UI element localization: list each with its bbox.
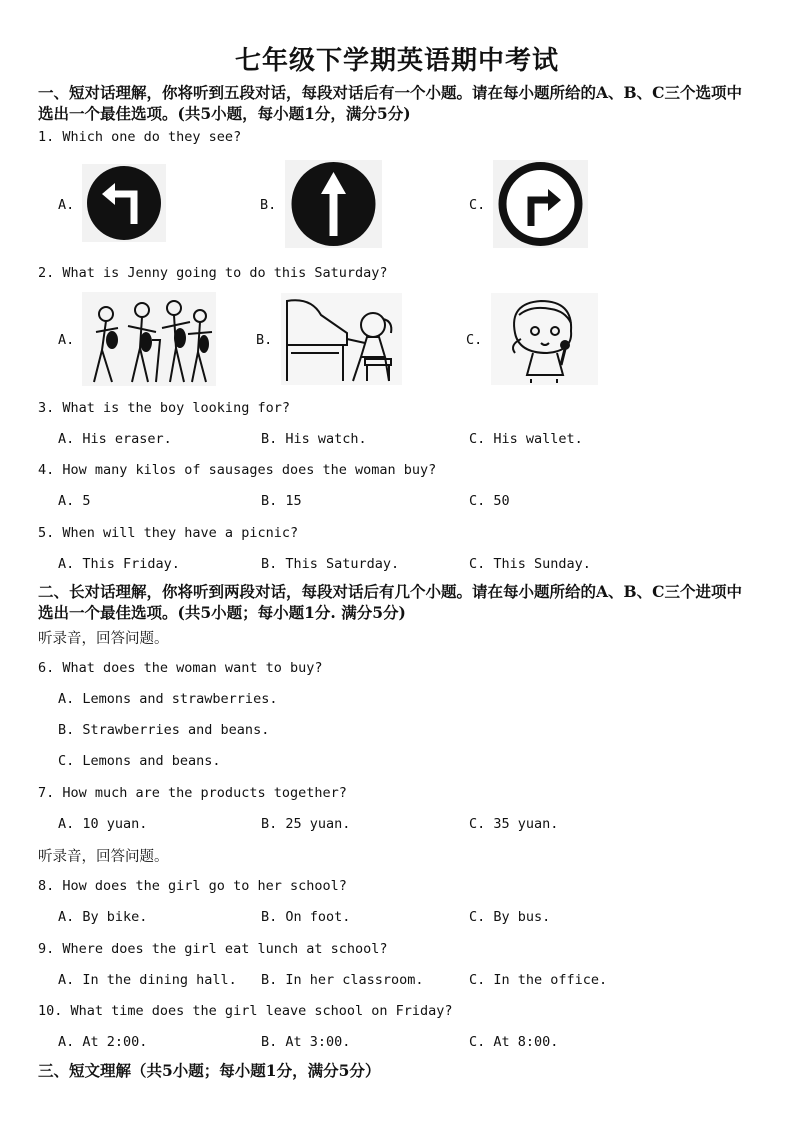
q5-option-c[interactable]: C. This Sunday.	[469, 556, 591, 572]
q1-option-a-label[interactable]: A.	[58, 197, 75, 213]
q9-option-a[interactable]: A. In the dining hall.	[58, 972, 237, 988]
q3-option-b[interactable]: B. His watch.	[261, 431, 367, 447]
question-6: 6. What does the woman want to buy?	[38, 660, 323, 676]
question-5: 5. When will they have a picnic?	[38, 525, 299, 541]
section-2-heading-line-1: 二、长对话理解，你将听到两段对话，每段对话后有几个小题。请在每小题所给的A、B、C三个进项中	[38, 582, 742, 601]
q4-option-c[interactable]: C. 50	[469, 493, 510, 509]
q10-option-a[interactable]: A. At 2:00.	[58, 1034, 148, 1050]
q1-option-b-label[interactable]: B.	[260, 197, 277, 213]
q8-option-c[interactable]: C. By bus.	[469, 909, 551, 925]
q10-option-c[interactable]: C. At 8:00.	[469, 1034, 559, 1050]
section-2-heading-line-2: 选出一个最佳选项。(共5小题；每小题1分. 满分5分)	[38, 603, 406, 622]
section-1-heading-line-1: 一、短对话理解，你将听到五段对话，每段对话后有一个小题。请在每小题所给的A、B、C三个选项中	[38, 83, 742, 102]
q4-option-b[interactable]: B. 15	[261, 493, 302, 509]
q8-option-b[interactable]: B. On foot.	[261, 909, 351, 925]
question-9: 9. Where does the girl eat lunch at school?	[38, 941, 388, 957]
q2-option-a-label[interactable]: A.	[58, 332, 75, 348]
turn-right-sign-icon[interactable]	[493, 160, 588, 248]
q3-option-c[interactable]: C. His wallet.	[469, 431, 583, 447]
q5-option-a[interactable]: A. This Friday.	[58, 556, 180, 572]
question-2: 2. What is Jenny going to do this Saturday?	[38, 265, 388, 281]
q6-option-a[interactable]: A. Lemons and strawberries.	[58, 691, 278, 707]
listen-instruction-1: 听录音，回答问题。	[38, 631, 169, 647]
q2-option-b-label[interactable]: B.	[256, 332, 273, 348]
question-3: 3. What is the boy looking for?	[38, 400, 290, 416]
go-straight-sign-icon[interactable]	[285, 160, 382, 248]
q4-option-a[interactable]: A. 5	[58, 493, 91, 509]
section-1-heading-line-2: 选出一个最佳选项。(共5小题，每小题1分，满分5分)	[38, 104, 411, 123]
musicians-playing-violin-icon[interactable]	[82, 292, 216, 386]
listen-instruction-2: 听录音，回答问题。	[38, 849, 169, 865]
q6-option-b[interactable]: B. Strawberries and beans.	[58, 722, 270, 738]
q5-option-b[interactable]: B. This Saturday.	[261, 556, 400, 572]
question-4: 4. How many kilos of sausages does the woman buy?	[38, 462, 437, 478]
page-title: 七年级下学期英语期中考试	[234, 46, 559, 76]
q7-option-a[interactable]: A. 10 yuan.	[58, 816, 148, 832]
turn-left-sign-icon[interactable]	[82, 164, 166, 242]
question-1: 1. Which one do they see?	[38, 129, 242, 145]
q7-option-c[interactable]: C. 35 yuan.	[469, 816, 559, 832]
question-8: 8. How does the girl go to her school?	[38, 878, 347, 894]
q3-option-a[interactable]: A. His eraser.	[58, 431, 172, 447]
girl-playing-piano-icon[interactable]	[281, 293, 402, 385]
q8-option-a[interactable]: A. By bike.	[58, 909, 148, 925]
q10-option-b[interactable]: B. At 3:00.	[261, 1034, 351, 1050]
q9-option-b[interactable]: B. In her classroom.	[261, 972, 424, 988]
section-3-heading: 三、短文理解（共5小题；每小题1分，满分5分）	[38, 1061, 381, 1080]
q6-option-c[interactable]: C. Lemons and beans.	[58, 753, 221, 769]
q9-option-c[interactable]: C. In the office.	[469, 972, 608, 988]
q1-option-c-label[interactable]: C.	[469, 197, 486, 213]
girl-singing-microphone-icon[interactable]	[491, 293, 598, 385]
q7-option-b[interactable]: B. 25 yuan.	[261, 816, 351, 832]
question-7: 7. How much are the products together?	[38, 785, 347, 801]
question-10: 10. What time does the girl leave school on Friday?	[38, 1003, 453, 1019]
q2-option-c-label[interactable]: C.	[466, 332, 483, 348]
